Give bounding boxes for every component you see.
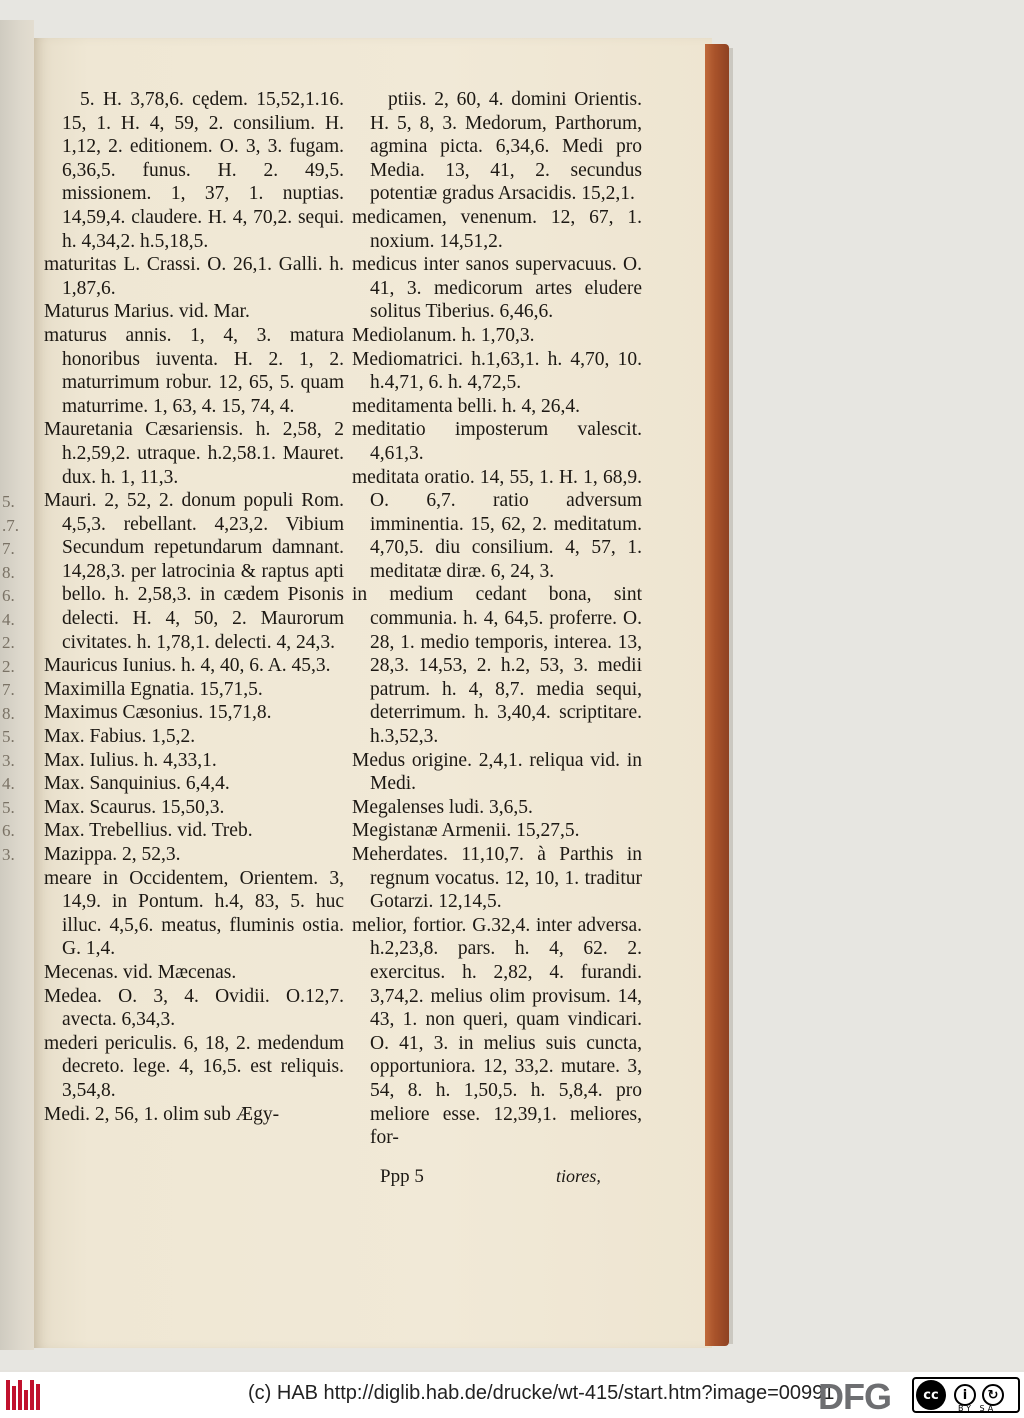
index-entry: meare in Occidentem, Orientem. 3, 14,9. in Pontum. h.4, 83, 5. huc illuc. 4,5,6. meatus, fluminis ostia. G. 1,4. [44, 867, 344, 960]
license-label: BY SA [958, 1404, 997, 1413]
share-alike-icon: ↻ [982, 1384, 1004, 1406]
cc-icon: cc [916, 1380, 946, 1410]
signature-mark: Ppp 5 [380, 1166, 424, 1187]
page-fore-edge [705, 44, 729, 1346]
attribution-icon: i [954, 1384, 976, 1406]
index-entry: Max. Trebellius. vid. Treb. [44, 820, 253, 842]
index-entry: mederi periculis. 6, 18, 2. medendum decreto. lege. 4, 16,5. est reliquis. 3,54,8. [44, 1032, 344, 1101]
index-entry: meditamenta belli. h. 4, 26,4. [352, 395, 580, 417]
index-entry: Maturus Marius. vid. Mar. [44, 301, 250, 323]
index-entry: Meherdates. 11,10,7. à Parthis in regnum vocatus. 12, 10, 1. traditur Gotarzi. 12,14,5. [352, 844, 642, 913]
index-entry: Medi. 2, 56, 1. olim sub Ægy- [44, 1103, 280, 1125]
gutter-fragments: 5. .7. 7. 8. 6. 4. 2. 2. 7. 8. 5. 3. 4. 5. 6. 3. [2, 492, 19, 864]
index-entry: Max. Iulius. h. 4,33,1. [44, 749, 217, 771]
index-entry: Max. Fabius. 1,5,2. [44, 726, 196, 748]
index-entry: Mazippa. 2, 52,3. [44, 844, 181, 865]
copyright-credit: (c) HAB http://diglib.hab.de/drucke/wt-415/start.htm?image=00991 [248, 1382, 835, 1404]
index-entry: Max. Sanquinius. 6,4,4. [44, 773, 230, 795]
index-entry: 5. H. 3,78,6. cędem. 15,52,1.16. 15, 1. H. 4, 59, 2. consilium. H. 1,12, 2. editionem. O. 3, 3. fugam. 6,36,5. funus. H. 2. 49,5. missionem. 1, 37, 1. nuptias. 14,59,4. claudere. H. 4, 70,2. sequi. h. 4,34,2. h.5,18,5. [62, 89, 344, 252]
index-entry: Megistanæ Armenii. 15,27,5. [352, 820, 580, 842]
index-entry: Maximilla Egnatia. 15,71,5. [44, 678, 263, 700]
index-entry: medicamen, venenum. 12, 67, 1. noxium. 14,51,2. [352, 206, 642, 252]
index-entry: Mediomatrici. h.1,63,1. h. 4,70, 10. h.4,71, 6. h. 4,72,5. [352, 348, 642, 394]
index-entry: maturitas L. Crassi. O. 26,1. Galli. h. 1,87,6. [44, 254, 344, 299]
index-entry: Mecenas. vid. Mæcenas. [44, 961, 237, 983]
index-entry: Mauricus Iunius. h. 4, 40, 6. A. 45,3. [44, 655, 331, 677]
index-entry: meditata oratio. 14, 55, 1. H. 1, 68,9. O. 6,7. ratio adversum imminentia. 15, 62, 2. meditatum. 4,70,5. diu consilium. 4, 57, 1. meditatæ diræ. 6, 24, 3. [352, 466, 642, 582]
index-entry: medicus inter sanos supervacuus. O. 41, 3. medicorum artes eludere solitus Tiberius. 6,46,6. [352, 254, 642, 323]
catchword: tiores, [556, 1166, 601, 1186]
index-entry: Max. Scaurus. 15,50,3. [44, 796, 225, 818]
page-edge-shadow [729, 48, 733, 1344]
index-entry: Megalenses ludi. 3,6,5. [352, 796, 533, 818]
index-entry: Medus origine. 2,4,1. reliqua vid. in Medi. [352, 749, 642, 795]
hab-logo-icon[interactable] [6, 1380, 44, 1410]
index-column-left [44, 88, 344, 1126]
index-entry: ptiis. 2, 60, 4. domini Orientis. H. 5, 8, 3. Medorum, Parthorum, agmina picta. 6,34,6. Medi pro Media. 13, 41, 2. secundus potentiæ gradus Arsacidis. 15,2,1. [370, 89, 642, 205]
index-entry: melior, fortior. G.32,4. inter adversa. h.2,23,8. pars. h. 4, 62. 2. exercitus. h. 2,82, 4. furandi. 3,74,2. melius olim provisum. 14, 43, 1. non queri, quam vindicari. O. 41, 3. in melius suis cuncta, opportuniora. 12, 33,2. mutare. 3, 54, 8. h. 1,50,5. h. 5,8,4. pro meliore esse. 12,39,1. meliores, for- [352, 914, 642, 1149]
dfg-logo[interactable]: DFG [818, 1376, 891, 1417]
index-entry: in medium cedant bona, sint communia. h. 4, 64,5. proferre. O. 28, 1. medio temporis, interea. 13, 28,3. 14,53, 2. h.2, 53, 3. medii patrum. h. 4, 8,7. media sequi, deterrimum. h. 3,40,4. scriptitare. h.3,52,3. [352, 584, 642, 748]
index-column-right [352, 88, 642, 1150]
index-entry: Medea. O. 3, 4. Ovidii. O.12,7. avecta. 6,34,3. [44, 985, 344, 1031]
facing-page-gutter [0, 20, 34, 1350]
index-entry: Mauretania Cæsariensis. h. 2,58, 2 h.2,59,2. utraque. h.2,58.1. Mauret. dux. h. 1, 11,3. [44, 419, 344, 488]
viewer-footer-bar [0, 1372, 1024, 1418]
index-entry: Mediolanum. h. 1,70,3. [352, 324, 535, 346]
index-entry: Mauri. 2, 52, 2. donum populi Rom. 4,5,3. rebellant. 4,23,2. Vibium Secundum repetundarum damnant. 14,28,3. per latrocinia & raptus apti bello. h. 2,58,3. in cædem Pisonis delecti. H. 4, 50, 2. Maurorum civitates. h. 1,78,1. delecti. 4, 24,3. [44, 490, 344, 653]
index-entry: Maximus Cæsonius. 15,71,8. [44, 702, 272, 724]
index-entry: meditatio imposterum valescit. 4,61,3. [352, 419, 642, 464]
index-entry: maturus annis. 1, 4, 3. matura honoribus iuventa. H. 2. 1, 2. maturrimum robur. 12, 65, 5. quam maturrime. 1, 63, 4. 15, 74, 4. [44, 324, 344, 417]
